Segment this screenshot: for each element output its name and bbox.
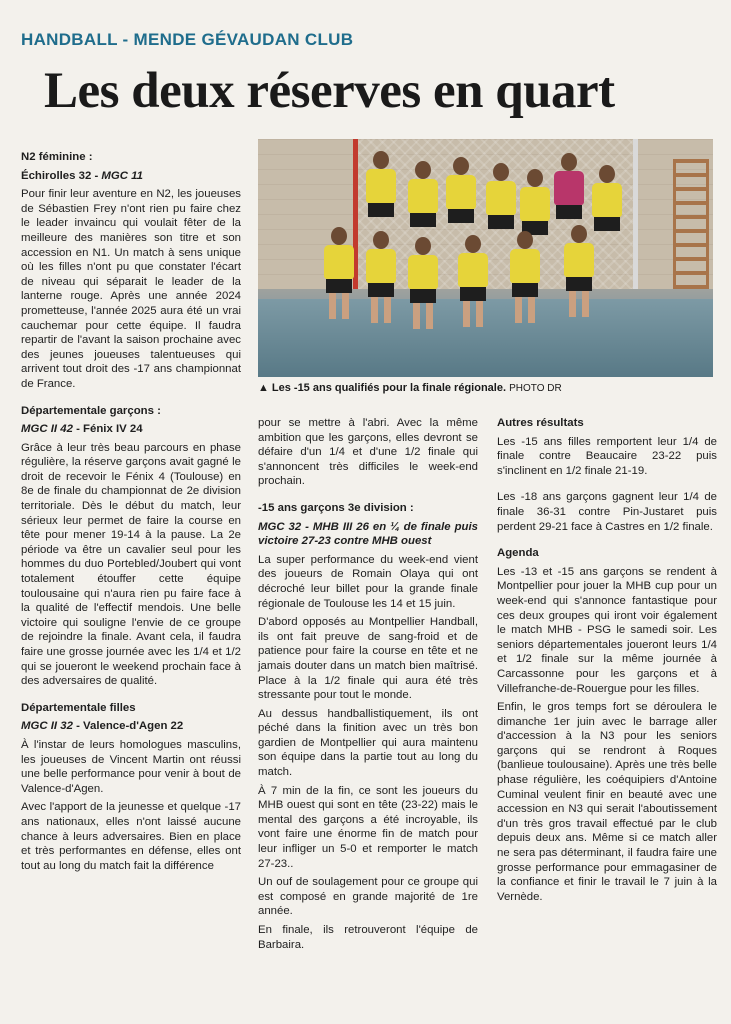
paragraph: Grâce à leur très beau parcours en phase régulière, la réserve garçons avait gagné le droit de recevoir le Fénix 4 (Toulouse) en 8e de finale du championnat de 2e division territoriale. Dès le début du match, leur sérieux leur permet de faire la course en tête pour mener 19-14 à la pause. La 2e période va être un cavalier seul pour les hommes du duo Portebled/Joubert qui vont totalement étouffer cette équipe toulousaine qui n'aura rien pu faire face à la qualité de l'effectif mendois. Une belle victoire qui souligne l'envie de ce groupe de rejoindre la finale. Avant cela, il faudra faire une grosse journée avec les 1/4 et 1/2 qui se joueront le weekend prochain face à des adversaires de qualité.	[21, 441, 241, 688]
section-kicker: HANDBALL - MENDE GÉVAUDAN CLUB	[21, 30, 354, 49]
player-figure	[366, 151, 396, 217]
wall-bars	[673, 159, 709, 289]
paragraph: La super performance du week-end vient des joueurs de Romain Olaya qui ont décroché leur billet pour la grande finale régionale de Toulouse les 14 et 15 juin.	[258, 553, 478, 610]
section-title: N2 féminine :	[21, 151, 93, 163]
player-figure	[366, 231, 396, 323]
article-column-2	[258, 416, 478, 956]
player-figure	[446, 157, 476, 223]
section-title: Départementale filles	[21, 701, 136, 714]
paragraph: pour se mettre à l'abri. Avec la même ambition que les garçons, elles devront se défaire d'un 1/4 et d'une 1/2 finale qui s'annoncent très difficiles le week-end prochain.	[258, 417, 478, 488]
article-headline: Les deux réserves en quart	[44, 63, 615, 119]
score-team-b: MGC 11	[101, 169, 143, 182]
paragraph: Pour finir leur aventure en N2, les joueuses de Sébastien Frey n'ont rien pu faire chez le leader invaincu qui voulait fêter de la meilleure des manières son titre et son accession en N1. Un match à sens unique où les filles n'ont pu que constater l'écart de niveau qui séparait le leader de la lanterne rouge. Après une année 2024 prometteuse, l'année 2025 aura été un vrai cauchemar pour cette équipe. Il faudra repartir de l'avant la saison prochaine avec des jeunes joueuses talentueuses qui arrivent tout droit des -17 ans championnat de France.	[21, 188, 241, 390]
photo-caption	[258, 382, 713, 394]
paragraph: Les -18 ans garçons gagnent leur 1/4 de finale 36-31 contre Pin-Justaret puis perdent 29-21 face à Castres en 1/2 finale.	[497, 491, 717, 533]
paragraph: Un ouf de soulagement pour ce groupe qui est composé en grande majorité de 1re année.	[258, 876, 478, 918]
score-line	[21, 169, 241, 184]
caption-text: Les -15 ans qualifiés pour la finale régionale.	[271, 382, 507, 394]
player-figure	[486, 163, 516, 229]
paragraph: Les -13 et -15 ans garçons se rendent à Montpellier pour jouer la MHB cup pour un week-end qui s'annonce fantastique pour ces deux groupes qui iront voir également le match MHB - PSG le samedi soir. Les seniors départementales joueront leurs 1/4 et 1/2 finale sur la même journée à Carcassonne pour les garçons et à Villefranche-de-Rouergue pour les filles.	[497, 565, 717, 695]
paragraph: Enfin, le gros temps fort se déroulera le dimanche 1er juin avec le barrage aller d'accession à la N3 pour les seniors garçons qui se rendront à Roques (banlieue toulousaine). Après une très belle phase régulière, les coéquipiers d'Antoine Cuminal veulent finir en beauté avec une accession en N3 qui serait l'aboutissement d'un très gros travail effectué par le club depuis deux ans. Même si ce match aller ne sera pas déterminant, il faudra faire une grosse performance pour emmagasiner de la confiance et finir le travail le 7 juin à la Vernède.	[497, 701, 717, 903]
score-line	[21, 422, 241, 437]
section-title: Agenda	[497, 547, 539, 560]
article-column-1	[21, 150, 241, 877]
score-team-a: Échirolles 32 -	[21, 169, 102, 182]
score-team-b: - Fénix IV 24	[72, 423, 143, 436]
score-team-a: MGC II 32	[21, 720, 73, 733]
player-figure	[408, 161, 438, 227]
player-figure	[510, 231, 540, 323]
score-team-a: MGC II 42	[21, 423, 73, 436]
paragraph: Avec l'apport de la jeunesse et quelque -17 ans nationaux, elles n'ont laissé aucune chance à leurs adversaires. Bien en place et très performantes en défense, elles ont tout au long du match fait la différence	[21, 801, 241, 872]
player-figure	[564, 225, 594, 317]
paragraph: Les -15 ans filles remportent leur 1/4 de finale contre Beaucaire 23-22 puis s'inclinent en 1/2 finale 21-19.	[497, 435, 717, 477]
player-figure	[554, 153, 584, 219]
paragraph: À 7 min de la fin, ce sont les joueurs du MHB ouest qui sont en tête (23-22) mais le mental des garçons a été incroyable, ils vont faire une énorme fin de match pour leur infliger un 5-0 et remporter le match 27-23..	[258, 784, 478, 870]
player-figure	[592, 165, 622, 231]
score-line	[258, 520, 478, 549]
player-figure	[408, 237, 438, 329]
section-title: Autres résultats	[497, 417, 584, 429]
photo-credit: PHOTO DR	[509, 383, 562, 394]
player-figure	[458, 235, 488, 327]
paragraph: Au dessus handballistiquement, ils ont péché dans la finition avec un très bon gardien de Montpellier qui aura maintenu son équipe dans la partie tout au long du match.	[258, 707, 478, 779]
section-title: Départementale garçons :	[21, 404, 161, 417]
team-photo	[258, 139, 713, 377]
score-line	[21, 719, 241, 734]
score-text: MGC 32 - MHB III 26 en ¼ de finale puis victoire 27-23 contre MHB ouest	[258, 520, 478, 548]
article-column-3	[497, 416, 717, 908]
player-figure	[324, 227, 354, 319]
paragraph: D'abord opposés au Montpellier Handball, ils ont fait preuve de sang-froid et de patience pour faire la course en tête et ne jamais douter dans un match bien maîtrisé. Place à la 1/2 finale qui aura été très stressante pour tout le monde.	[258, 616, 478, 702]
paragraph: En finale, ils retrouveront l'équipe de Barbaira.	[258, 924, 478, 951]
score-team-b: - Valence-d'Agen 22	[72, 720, 184, 733]
player-figure	[520, 169, 550, 235]
triangle-icon: ▲	[258, 382, 269, 394]
section-title: -15 ans garçons 3e division :	[258, 501, 414, 514]
paragraph: À l'instar de leurs homologues masculins, les joueuses de Vincent Martin ont réussi une belle performance pour venir à bout de Valence-d'Agen.	[21, 738, 241, 795]
